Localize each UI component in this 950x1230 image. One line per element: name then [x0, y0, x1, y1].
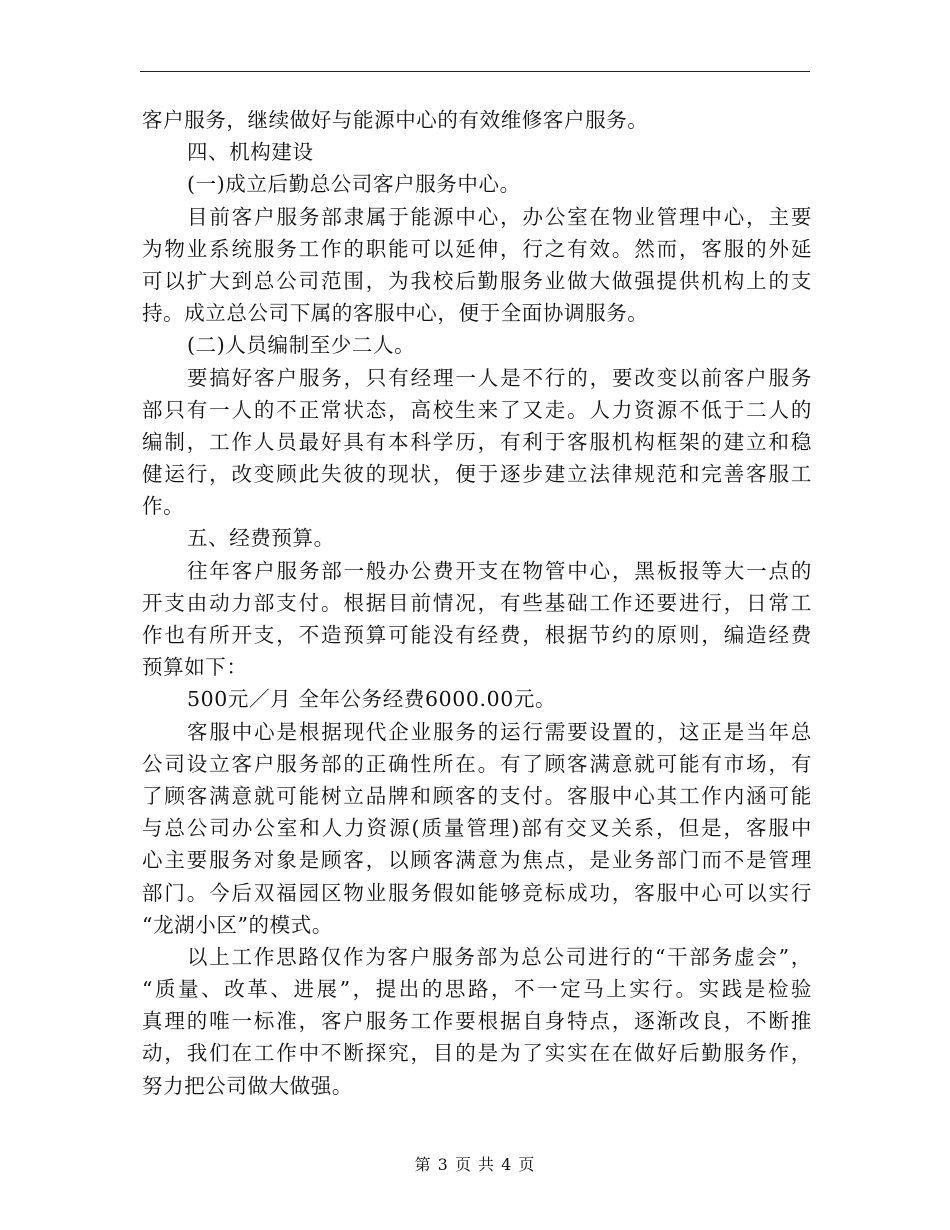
text-line: 客户服务，继续做好与能源中心的有效维修客户服务。 [142, 108, 649, 132]
text-line: 公司设立客户服务部的正确性所在。有了顾客满意就可能有市场，有 [142, 751, 812, 776]
text-line: 部只有一人的不正常状态，高校生来了又走。人力资源不低于二人的 [142, 397, 812, 422]
text-line: 持。成立总公司下属的客服中心，便于全面协调服务。 [142, 301, 649, 326]
text-line: 作也有所开支，不造预算可能没有经费，根据节约的原则，编造经费 [142, 623, 812, 647]
text-line: 500元／月 全年公务经费6000.00元。 [187, 687, 557, 712]
header-rule [140, 71, 810, 72]
text-line: 心主要服务对象是顾客，以顾客满意为焦点，是业务部门而不是管理 [142, 848, 812, 873]
text-line: 开支由动力部支付。根据目前情况，有些基础工作还要进行，日常工 [142, 590, 812, 615]
text-line: 编制，工作人员最好具有本科学历，有利于客服机构框架的建立和稳 [142, 429, 812, 454]
text-line: 预算如下： [142, 655, 248, 680]
text-line: 真理的唯一标准，客户服务工作要根据自身特点，逐渐改良，不断推 [142, 1009, 812, 1034]
text-line: 健运行，改变顾此失彼的现状，便于逐步建立法律规范和完善客服工 [142, 462, 812, 487]
text-line: 作。 [142, 494, 185, 519]
text-line: 往年客户服务部一般办公费开支在物管中心，黑板报等大一点的 [187, 558, 812, 583]
text-line: 目前客户服务部隶属于能源中心，办公室在物业管理中心，主要 [187, 204, 812, 229]
text-line: 五、经费预算。 [187, 526, 335, 551]
text-line: “质量、改革、进展”，提出的思路，不一定马上实行。实践是检验 [142, 977, 812, 1002]
text-line: 为物业系统服务工作的职能可以延伸，行之有效。然而，客服的外延 [142, 236, 812, 261]
text-line: 要搞好客户服务，只有经理一人是不行的，要改变以前客户服务 [187, 365, 812, 390]
text-line: 动，我们在工作中不断探究，目的是为了实实在在做好后勤服务作， [142, 1041, 812, 1066]
text-line: 客服中心是根据现代企业服务的运行需要设置的，这正是当年总 [187, 719, 812, 744]
text-line: 了顾客满意就可能树立品牌和顾客的支付。客服中心其工作内涵可能 [142, 783, 812, 808]
text-line: 四、机构建设 [187, 140, 314, 165]
text-line: 以上工作思路仅作为客户服务部为总公司进行的“干部务虚会”， [187, 944, 812, 969]
document-body [142, 104, 812, 1102]
text-line: (二)人员编制至少二人。 [187, 333, 416, 358]
text-line: 部门。今后双福园区物业服务假如能够竞标成功，客服中心可以实行 [142, 880, 812, 905]
text-line: “龙湖小区”的模式。 [142, 912, 333, 937]
text-line: 努力把公司做大做强。 [142, 1073, 353, 1098]
text-line: 与总公司办公室和人力资源(质量管理)部有交叉关系，但是，客服中 [142, 816, 812, 841]
text-line: 可以扩大到总公司范围，为我校后勤服务业做大做强提供机构上的支 [142, 268, 812, 293]
text-line: (一)成立后勤总公司客户服务中心。 [187, 172, 521, 197]
page-footer: 第 3 页 共 4 页 [414, 1155, 536, 1174]
